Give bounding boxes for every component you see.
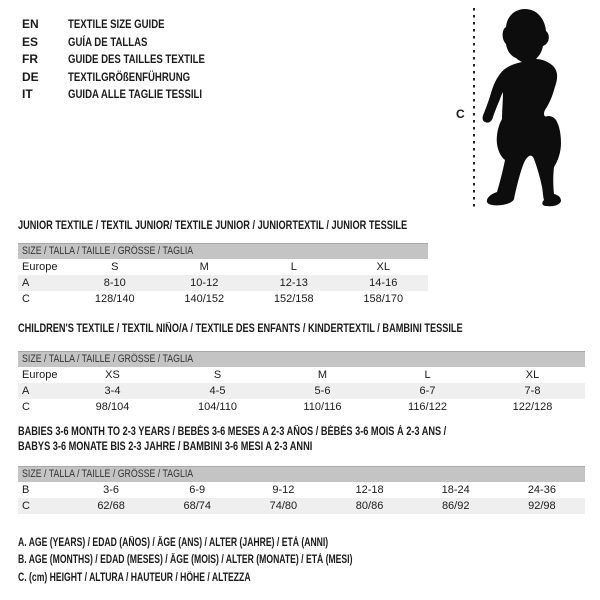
size-cell: L <box>424 369 431 381</box>
size-cell: 9-12 <box>272 484 295 496</box>
language-label: TEXTILE SIZE GUIDE <box>68 17 165 31</box>
language-row <box>22 69 239 87</box>
language-label: TEXTILGRÖßENFÜHRUNG <box>68 69 191 84</box>
language-label: GUIDE DES TAILLES TEXTILE <box>68 52 205 66</box>
section-title-junior <box>18 219 504 234</box>
toddler-silhouette-icon <box>483 9 561 206</box>
size-cell: 8-10 <box>70 275 160 291</box>
size-cell: S <box>213 369 222 381</box>
row-label: A <box>18 275 70 291</box>
size-cell: 6-9 <box>189 484 206 496</box>
babies-size-table <box>18 466 585 514</box>
size-cell: 92/98 <box>499 498 585 514</box>
language-list <box>22 16 239 104</box>
size-header-text: SIZE / TALLA / TAILLE / GRÖSSE / TAGLIA <box>22 353 194 365</box>
size-cell: 110/116 <box>303 401 342 413</box>
size-cell: M <box>199 261 209 273</box>
size-cell: L <box>290 261 297 273</box>
size-cell: 98/104 <box>95 401 130 413</box>
footnote-a <box>18 535 464 552</box>
language-label: GUÍA DE TALLAS <box>68 34 148 49</box>
size-cell: 12-13 <box>249 275 339 291</box>
section-title-children <box>18 322 574 337</box>
language-code: DE <box>22 69 39 84</box>
footnote-text: C. (cm) HEIGHT / ALTURA / HAUTEUR / HÖHE / ALTEZZA <box>18 571 251 584</box>
size-cell: 62/68 <box>68 498 154 514</box>
row-label: Europe <box>22 369 58 381</box>
size-header-text: SIZE / TALLA / TAILLE / GRÖSSE / TAGLIA <box>22 468 194 480</box>
table-row <box>18 482 585 498</box>
size-cell: 152/158 <box>273 293 314 305</box>
row-label: Europe <box>22 261 58 273</box>
section-title-text: JUNIOR TEXTILE / TEXTIL JUNIOR/ TEXTILE JUNIOR / JUNIORTEXTIL / JUNIOR TESSILE <box>18 220 408 232</box>
section-title-text: BABYS 3-6 MONATE BIS 2-3 JAHRE / BAMBINI 3-6 MESI A 2-3 ANNI <box>18 441 313 453</box>
size-cell: 158/170 <box>363 293 404 305</box>
footnote-text: B. AGE (MONTHS) / EDAD (MESES) / ÂGE (MOIS) / ALTER (MONATE) / ETÀ (MESI) <box>18 554 353 567</box>
language-code: ES <box>22 34 39 49</box>
table-row <box>18 367 585 383</box>
size-header-bar <box>18 467 585 483</box>
language-code: IT <box>22 87 33 101</box>
table-row <box>18 291 428 307</box>
language-row <box>22 86 239 104</box>
language-code: EN <box>22 17 39 31</box>
language-label: GUIDA ALLE TAGLIE TESSILI <box>68 87 203 101</box>
section-title-text: CHILDREN'S TEXTILE / TEXTIL NIÑO/A / TEXTILE DES ENFANTS / KINDERTEXTIL / BAMBINI TESSILE <box>18 323 463 335</box>
junior-size-table <box>18 243 428 307</box>
row-label: A <box>18 383 60 399</box>
table-row <box>18 498 585 514</box>
size-cell: 140/152 <box>184 293 225 305</box>
table-row <box>18 383 585 399</box>
language-row <box>22 51 239 69</box>
size-cell: M <box>317 369 328 381</box>
table-row <box>18 259 428 275</box>
language-code: FR <box>22 52 38 66</box>
size-cell: 3-4 <box>60 383 165 399</box>
size-header-text: SIZE / TALLA / TAILLE / GRÖSSE / TAGLIA <box>22 245 194 257</box>
size-cell: 18-24 <box>441 484 470 496</box>
footnote-legend <box>18 535 464 587</box>
section-title-text: BABIES 3-6 MONTH TO 2-3 YEARS / BEBÉS 3-6 MESES A 2-3 AÑOS / BÉBÉS 3-6 MOIS À 2-3 ANS / <box>18 426 447 438</box>
table-row <box>18 399 585 415</box>
size-header-bar <box>18 352 585 368</box>
footnote-c <box>18 570 464 587</box>
size-cell: 6-7 <box>375 383 480 399</box>
size-cell: 116/122 <box>408 401 447 413</box>
row-label: B <box>22 484 30 496</box>
section-title-babies <box>18 425 553 455</box>
footnote-b <box>18 552 464 569</box>
size-cell: 128/140 <box>94 293 135 305</box>
size-cell: 74/80 <box>240 498 326 514</box>
size-header-bar <box>18 244 428 260</box>
children-size-table <box>18 351 585 415</box>
footnote-text: A. AGE (YEARS) / EDAD (AÑOS) / ÂGE (ANS) / ALTER (JAHRE) / ETÀ (ANNI) <box>18 537 329 549</box>
size-cell: XS <box>105 369 120 381</box>
size-cell: XL <box>376 261 390 273</box>
size-cell: 4-5 <box>165 383 270 399</box>
size-cell: 122/128 <box>512 401 553 413</box>
row-label: C <box>18 498 68 514</box>
size-cell: 12-18 <box>355 484 384 496</box>
row-label: C <box>22 293 30 305</box>
size-cell: 68/74 <box>154 498 240 514</box>
size-cell: 3-6 <box>103 484 120 496</box>
size-cell: 10-12 <box>160 275 250 291</box>
size-cell: 80/86 <box>326 498 412 514</box>
size-cell: 7-8 <box>480 383 585 399</box>
size-cell: XL <box>525 369 540 381</box>
row-label: C <box>22 401 30 413</box>
height-marker-label: C <box>456 107 465 121</box>
size-cell: 24-36 <box>527 484 556 496</box>
size-cell: 86/92 <box>413 498 499 514</box>
size-cell: 14-16 <box>339 275 429 291</box>
table-row <box>18 275 428 291</box>
size-cell: 104/110 <box>198 401 237 413</box>
language-row <box>22 16 239 34</box>
size-cell: 5-6 <box>270 383 375 399</box>
size-cell: S <box>111 261 119 273</box>
language-row <box>22 34 239 52</box>
